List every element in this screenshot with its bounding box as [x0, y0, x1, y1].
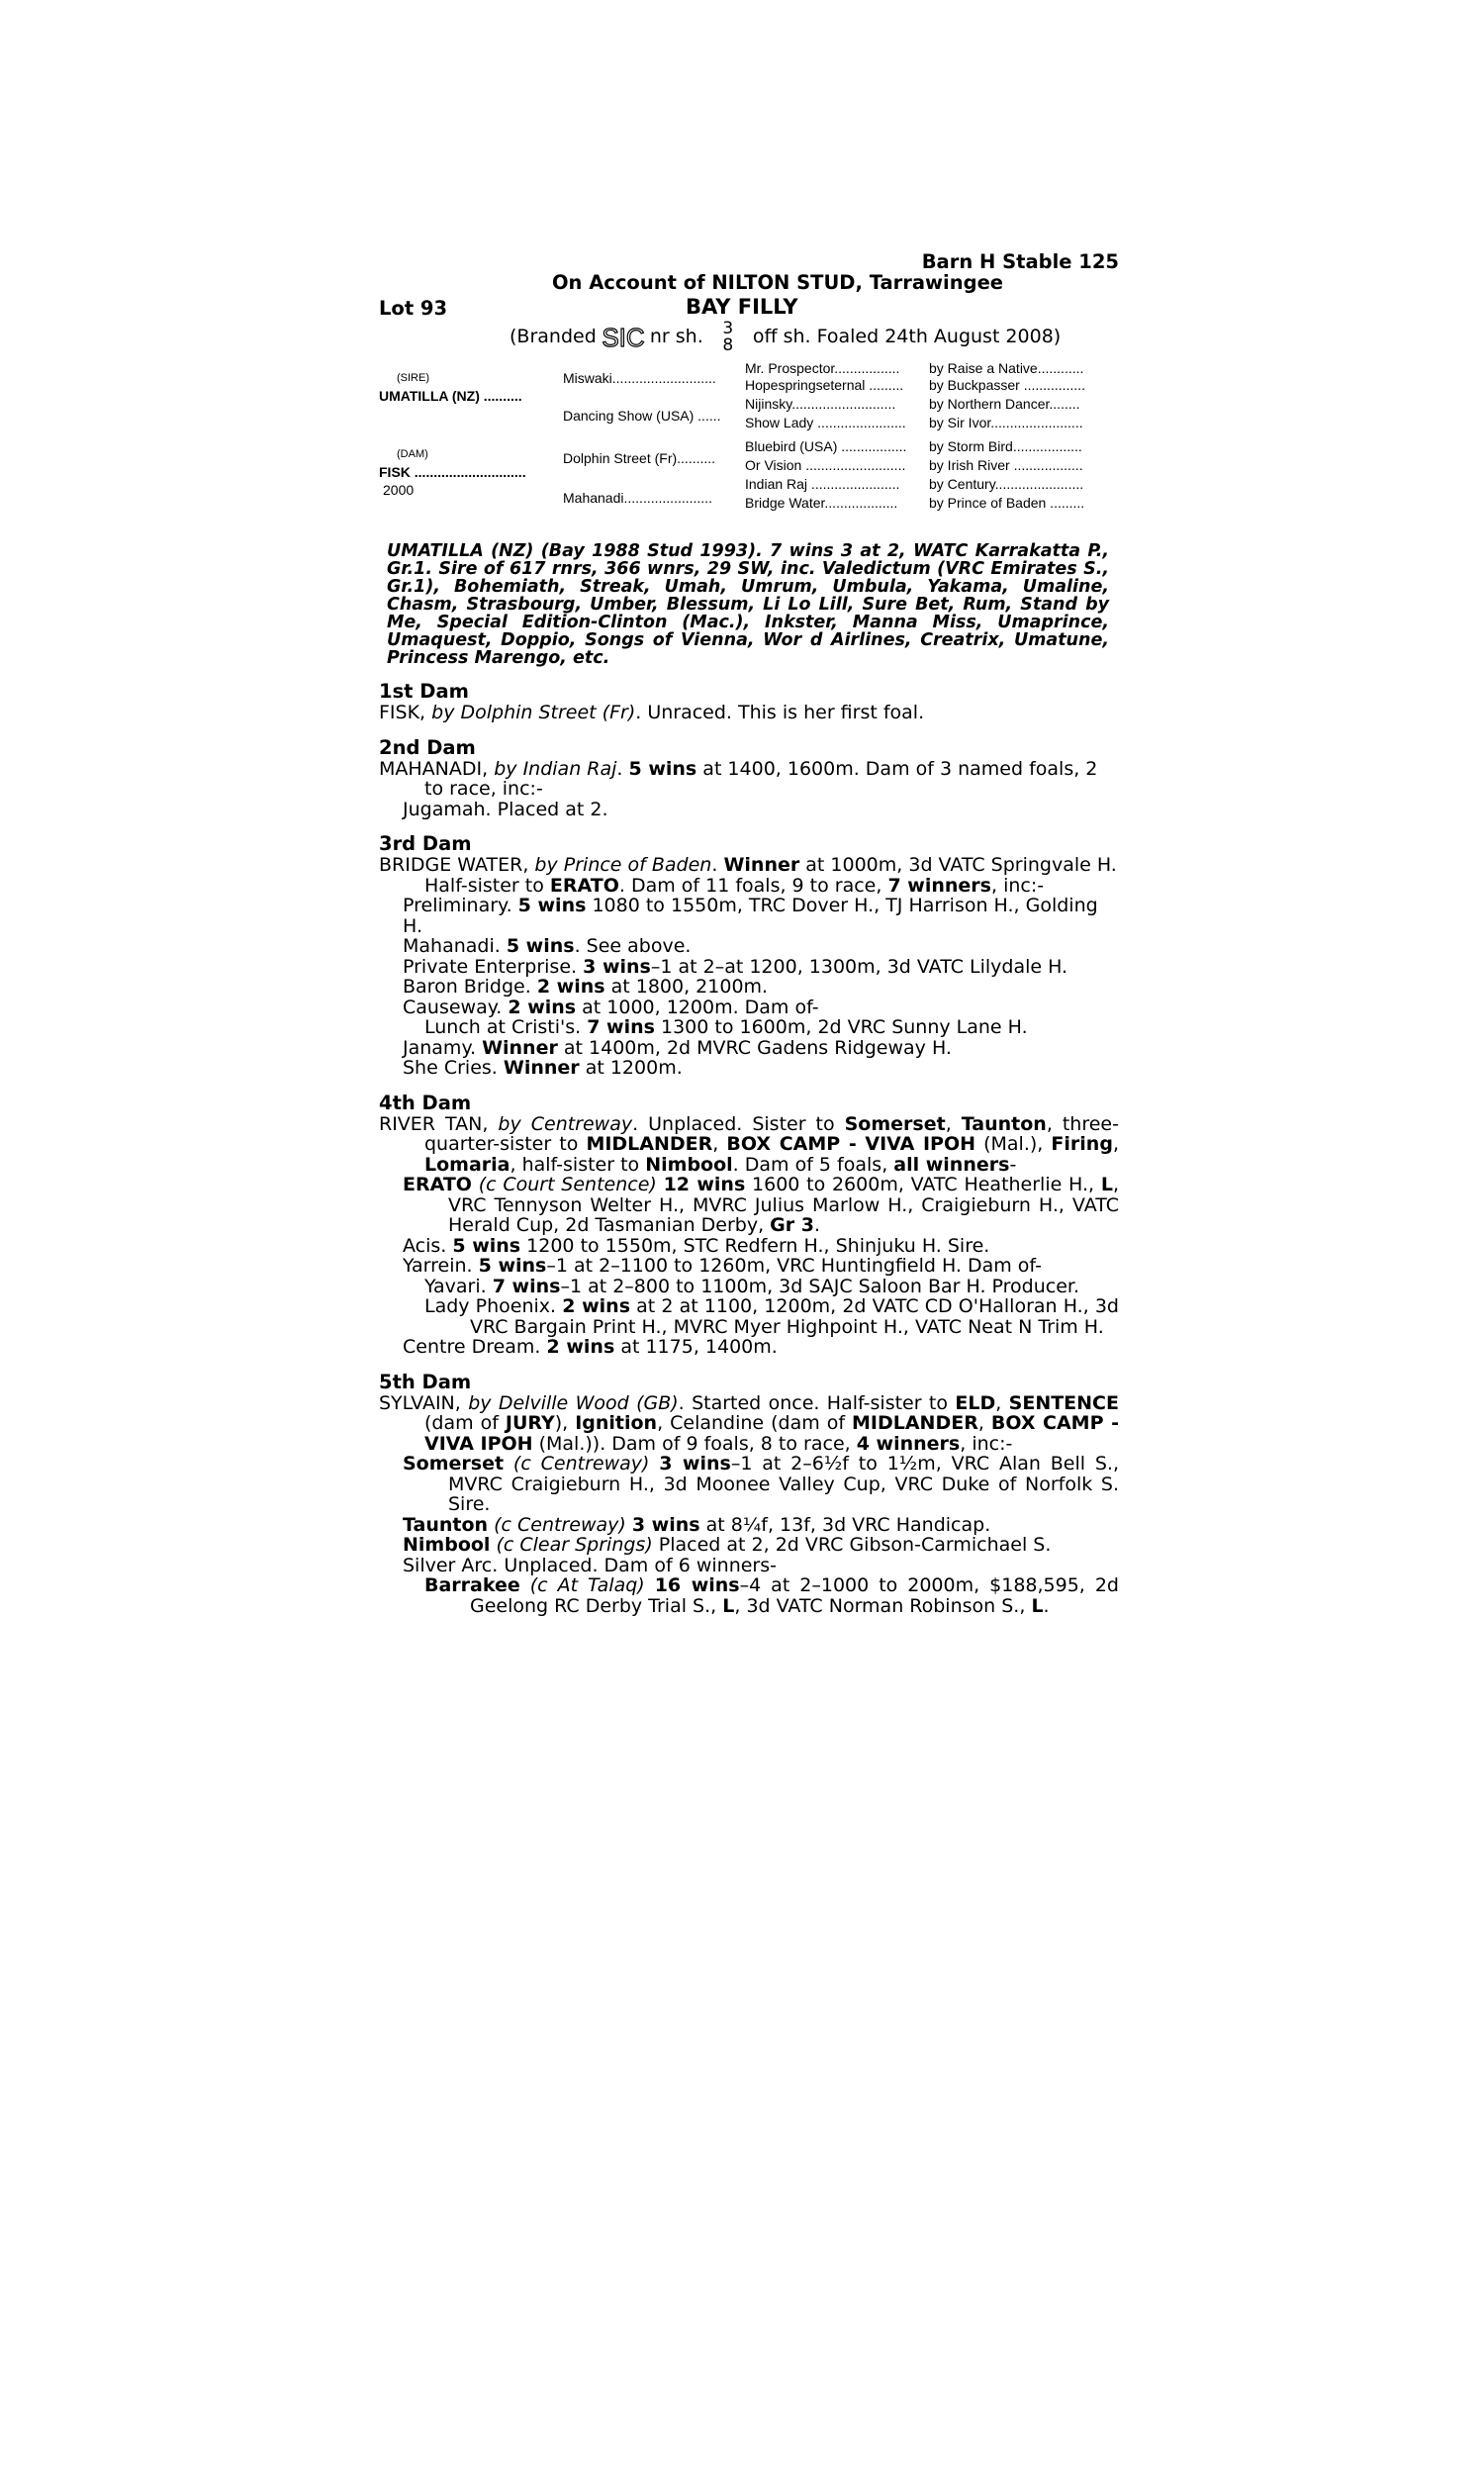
list-item: Janamy. Winner at 1400m, 2d MVRC Gadens Ridgeway H. [403, 1036, 952, 1059]
list-item: She Cries. Winner at 1200m. [403, 1057, 683, 1079]
list-item: Preliminary. 5 wins 1080 to 1550m, TRC Dover H., TJ Harrison H., Golding H. [403, 895, 1098, 937]
list-item: Barrakee (c At Talaq) 16 wins–4 at 2–1000 to 2000m, $188,595, 2d Geelong RC Derby Trial S., L, 3d VATC Norman Robinson S., L. [424, 1574, 1119, 1617]
gen2-sire-dam: Dancing Show (USA) ...... [563, 408, 721, 424]
fourth-dam-entry: RIVER TAN, by Centreway. Unplaced. Sister to Somerset, Taunton, three-quarter-sister to MIDLANDER, BOX CAMP - VIVA IPOH (Mal.), Firing, Lomaria, half-sister to Nimbool. Dam of 5 foals, all winners- [379, 1112, 1119, 1176]
gen3-8: Bridge Water................... [745, 495, 898, 511]
third-dam-entry: BRIDGE WATER, by Prince of Baden. Winner at 1000m, 3d VATC Springvale H. Half-sister to ERATO. Dam of 11 foals, 9 to race, 7 winners, inc:- [379, 854, 1117, 897]
list-item: Lady Phoenix. 2 wins at 2 at 1100, 1200m, 2d VATC CD O'Halloran H., 3d VRC Bargain Print H., MVRC Myer Highpoint H., VATC Neat N Trim H. [424, 1295, 1119, 1338]
gen3-1: Mr. Prospector................. [745, 360, 900, 376]
gen3-7: Indian Raj ....................... [745, 476, 900, 492]
svg-text:SIC: SIC [602, 323, 645, 352]
brand-fraction [715, 321, 741, 354]
first-dam-entry: FISK, by Dolphin Street (Fr). Unraced. This is her first foal. [379, 702, 925, 723]
list-item: Baron Bridge. 2 wins at 1800, 2100m. [403, 976, 769, 998]
sire-label: (SIRE) [397, 372, 429, 384]
fraction-denominator: 8 [722, 335, 734, 355]
fifth-dam-entry: SYLVAIN, by Delville Wood (GB). Started once. Half-sister to ELD, SENTENCE (dam of JURY), Ignition, Celandine (dam of MIDLANDER, BOX CAMP - VIVA IPOH (Mal.)). Dam of 9 foals, 8 to race, 4 winners, inc:- [379, 1391, 1119, 1455]
list-item: Yavari. 7 wins–1 at 2–800 to 1100m, 3d SAJC Saloon Bar H. Producer. [424, 1275, 1080, 1297]
branded-prefix: (Branded [510, 326, 597, 347]
sire-name: UMATILLA (NZ) .......... [379, 388, 522, 404]
gen2-sire-sire: Miswaki........................... [563, 370, 716, 386]
fraction-numerator: 3 [722, 319, 734, 338]
gen4-6: by Irish River .................. [929, 457, 1083, 473]
brand-mark-icon [602, 321, 645, 352]
lot-row [379, 297, 1119, 321]
list-item: Mahanadi. 5 wins. See above. [403, 935, 692, 957]
first-dam-heading: 1st Dam [379, 680, 469, 703]
list-item: Silver Arc. Unplaced. Dam of 6 winners- [403, 1554, 777, 1576]
gen3-4: Show Lady ....................... [745, 415, 906, 430]
dam-label: (DAM) [397, 448, 428, 460]
list-item: Lunch at Cristi's. 7 wins 1300 to 1600m, 2d VRC Sunny Lane H. [424, 1016, 1028, 1038]
gen4-5: by Storm Bird.................. [929, 438, 1082, 454]
gen4-8: by Prince of Baden ......... [929, 495, 1085, 511]
gen4-1: by Raise a Native............ [929, 360, 1084, 376]
brand-line [510, 321, 1119, 356]
catalogue-page [379, 252, 1119, 1616]
gen4-4: by Sir Ivor........................ [929, 415, 1083, 430]
fourth-dam-heading: 4th Dam [379, 1091, 472, 1114]
gen3-6: Or Vision .......................... [745, 457, 906, 473]
list-item: Causeway. 2 wins at 1000, 1200m. Dam of- [403, 996, 819, 1018]
gen4-7: by Century....................... [929, 476, 1084, 492]
pedigree-table [379, 358, 1119, 528]
horse-description: BAY FILLY [686, 295, 798, 319]
gen3-5: Bluebird (USA) ................. [745, 438, 907, 454]
sire-summary: UMATILLA (NZ) (Bay 1988 Stud 1993). 7 wins 3 at 2, WATC Karrakatta P., Gr.1. Sire of 617 rnrs, 366 wnrs, 29 SW, inc. Valedictum (VRC Emirates S., Gr.1), Bohemiath, Streak, Umah, Umrum, Umbula, Yakama, Umaline, Chasm, Strasbourg, Umber, Blessum, Li Lo Lill, Sure Bet, Rum, Stand by Me, Special Edition-Clinton (Mac.), Inkster, Manna Miss, Umaprince, Umaquest, Doppio, Songs of Vienna, Wor d Airlines, Creatrix, Umatune, Princess Marengo, etc. [387, 541, 1109, 668]
second-dam-heading: 2nd Dam [379, 735, 476, 759]
list-item: Acis. 5 wins 1200 to 1550m, STC Redfern H., Shinjuku H. Sire. [403, 1234, 990, 1257]
branded-mid: nr sh. [649, 326, 703, 347]
dam-name: FISK ............................. [379, 464, 526, 480]
lot-number: Lot 93 [379, 297, 448, 320]
list-item: Nimbool (c Clear Springs) Placed at 2, 2d VRC Gibson-Carmichael S. [403, 1534, 1052, 1556]
gen2-dam-sire: Dolphin Street (Fr).......... [563, 450, 716, 466]
third-dam-heading: 3rd Dam [379, 832, 472, 855]
second-dam-foal: Jugamah. Placed at 2. [403, 798, 608, 820]
gen3-2: Hopespringseternal ......... [745, 377, 904, 393]
list-item: Yarrein. 5 wins–1 at 2–1100 to 1260m, VRC Huntingfield H. Dam of- [403, 1255, 1042, 1277]
list-item: ERATO (c Court Sentence) 12 wins 1600 to 2600m, VATC Heatherlie H., L, VRC Tennyson Welter H., MVRC Julius Marlow H., Craigieburn H., VATC Herald Cup, 2d Tasmanian Derby, Gr 3. [403, 1174, 1120, 1236]
gen3-3: Nijinsky........................... [745, 396, 896, 412]
second-dam-entry: MAHANADI, by Indian Raj. 5 wins at 1400, 1600m. Dam of 3 named foals, 2 to race, inc:- [379, 757, 1098, 800]
dam-year: 2000 [383, 482, 415, 498]
list-item: Private Enterprise. 3 wins–1 at 2–at 1200, 1300m, 3d VATC Lilydale H. [403, 955, 1068, 978]
fifth-dam-heading: 5th Dam [379, 1370, 472, 1393]
list-item: Somerset (c Centreway) 3 wins–1 at 2–6½f to 1½m, VRC Alan Bell S., MVRC Craigieburn H., 3d Moonee Valley Cup, VRC Duke of Norfolk S. Sire. [403, 1453, 1120, 1515]
list-item: Centre Dream. 2 wins at 1175, 1400m. [403, 1336, 778, 1358]
barn-stable: Barn H Stable 125 [921, 250, 1119, 273]
vendor-account: On Account of NILTON STUD, Tarrawingee [551, 270, 1004, 294]
gen2-dam-dam: Mahanadi....................... [563, 490, 712, 506]
gen4-3: by Northern Dancer........ [929, 396, 1080, 412]
branded-suffix: off sh. Foaled 24th August 2008) [752, 326, 1062, 347]
gen4-2: by Buckpasser ................ [929, 377, 1085, 393]
list-item: Taunton (c Centreway) 3 wins at 8¼f, 13f, 3d VRC Handicap. [403, 1513, 991, 1536]
